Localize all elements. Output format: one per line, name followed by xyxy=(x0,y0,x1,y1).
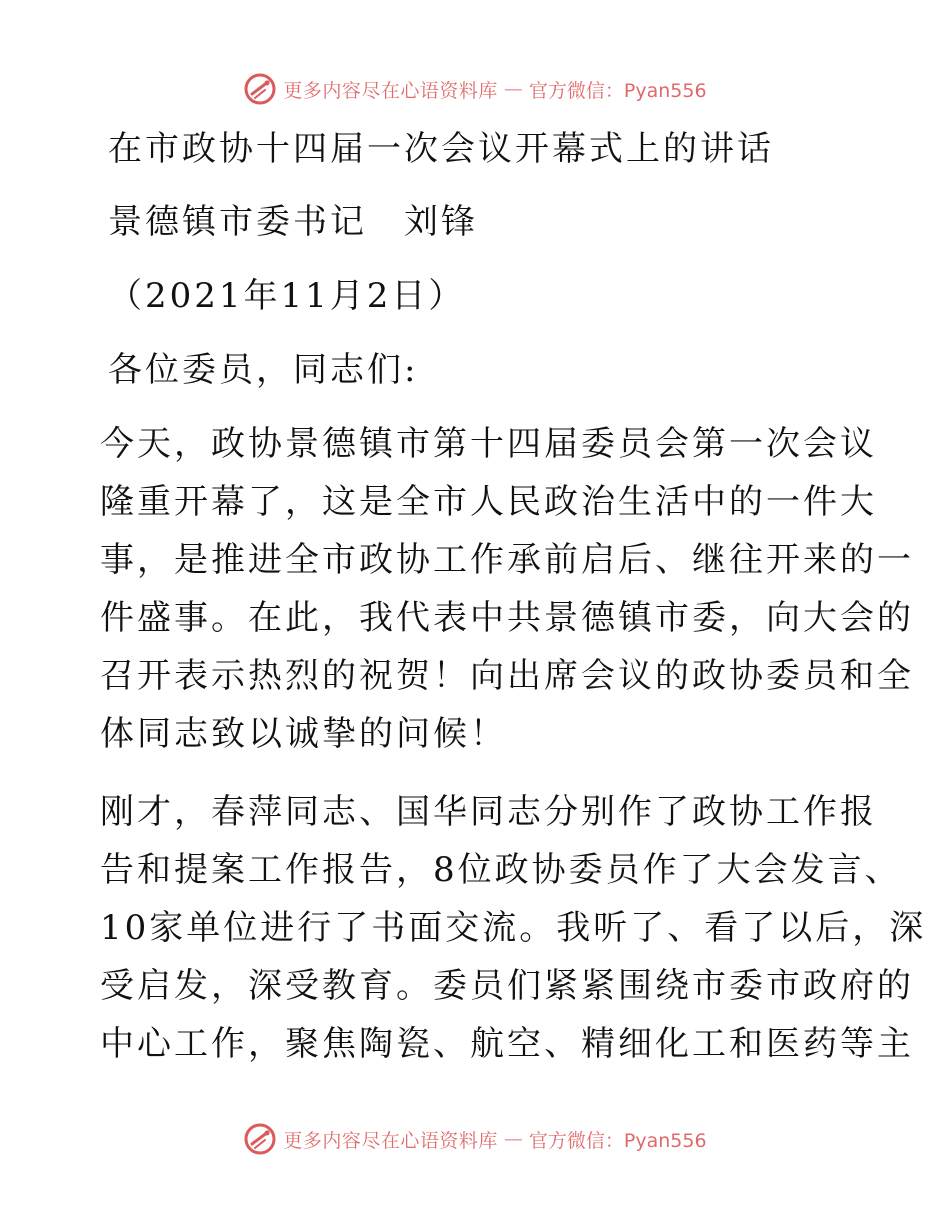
document-title: 在市政协十四届一次会议开幕式上的讲话 xyxy=(108,129,774,169)
watermark-suffix: 官方微信：Pyan556 xyxy=(528,79,707,102)
paragraph-line: 10家单位进行了书面交流。我听了、看了以后，深 xyxy=(100,908,927,948)
paragraph-line: 告和提案工作报告，8位政协委员作了大会发言、 xyxy=(100,850,902,890)
document-date: （2021年11月2日） xyxy=(108,276,466,316)
paragraph-line: 受启发，深受教育。委员们紧紧围绕市委市政府的 xyxy=(100,966,914,1006)
logo-icon xyxy=(243,1122,277,1156)
watermark-footer xyxy=(0,1122,950,1156)
watermark-dash: — xyxy=(503,78,523,100)
document-salutation: 各位委员，同志们: xyxy=(108,350,419,390)
paragraph-line: 召开表示热烈的祝贺！向出席会议的政协委员和全 xyxy=(100,656,914,696)
logo-icon xyxy=(243,72,277,106)
paragraph-line: 刚才，春萍同志、国华同志分别作了政协工作报 xyxy=(100,792,877,832)
watermark-dash: — xyxy=(503,1128,523,1150)
paragraph-line: 件盛事。在此，我代表中共景德镇市委，向大会的 xyxy=(100,598,914,638)
watermark-suffix: 官方微信：Pyan556 xyxy=(528,1129,707,1152)
watermark-text: 更多内容尽在心语资料库 xyxy=(283,1129,498,1152)
paragraph-2 xyxy=(100,788,927,1078)
paragraph-line: 今天，政协景德镇市第十四届委员会第一次会议 xyxy=(100,424,877,464)
watermark-header xyxy=(0,72,950,106)
paragraph-line: 体同志致以诚挚的问候！ xyxy=(100,714,507,754)
watermark-text: 更多内容尽在心语资料库 xyxy=(283,79,498,102)
paragraph-1 xyxy=(100,420,914,768)
paragraph-line: 事，是推进全市政协工作承前启后、继往开来的一 xyxy=(100,540,914,580)
document-author: 景德镇市委书记 刘锋 xyxy=(108,202,478,242)
paragraph-line: 隆重开幕了，这是全市人民政治生活中的一件大 xyxy=(100,482,877,522)
paragraph-line: 中心工作，聚焦陶瓷、航空、精细化工和医药等主 xyxy=(100,1024,914,1064)
